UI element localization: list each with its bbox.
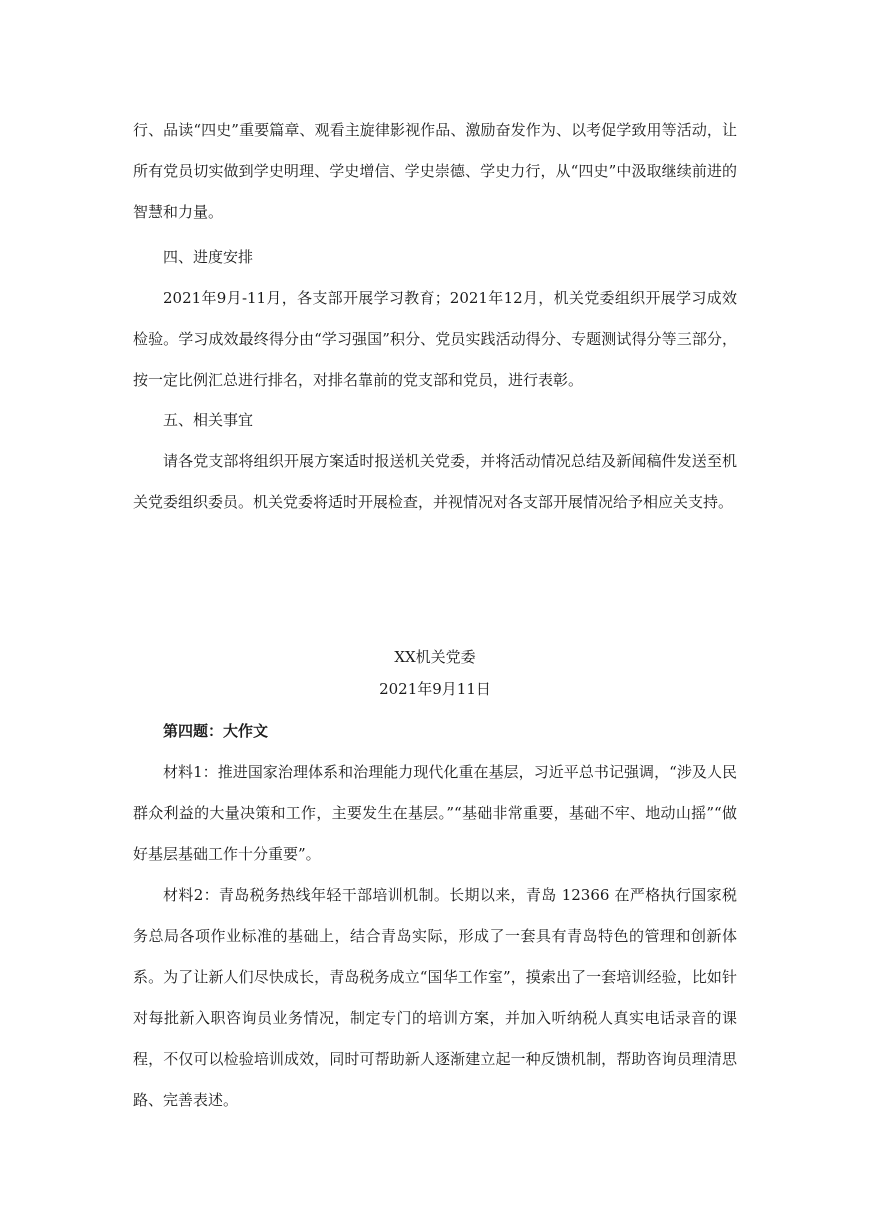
section-heading: 第四题：大作文 — [163, 722, 269, 740]
paragraph-study-activities: 行、品读“四史”重要篇章、观看主旋律影视作品、激励奋发作为、以考促学致用等活动，让所有党员切实做到学史明理、学史增信、学史崇德、学史力行，从“四史”中汲取继续前进的智慧和力量。 — [133, 121, 737, 221]
material-2: 材料2：青岛税务热线年轻干部培训机制。长期以来，青岛 12366 在严格执行国家税务总局各项作业标准的基础上，结合青岛实际，形成了一套具有青岛特色的管理和创新体系。为了让新人们尽快成长，青岛税务成立“国华工作室”，摸索出了一套培训经验，比如针对每批新入职咨询员业务情况，制定专门的培训方案，并加入听纳税人真实电话录音的课程，不仅可以检验培训成效，同时可帮助新人逐渐建立起一种反馈机制，帮助咨询员理清思路、完善表述。 — [133, 886, 737, 1109]
heading-schedule: 四、进度安排 — [163, 248, 254, 266]
signature-date: 2021年9月11日 — [379, 680, 491, 698]
material-1: 材料1：推进国家治理体系和治理能力现代化重在基层，习近平总书记强调，“涉及人民群众利益的大量决策和工作，主要发生在基层。”“基础非常重要，基础不牢、地动山摇”“做好基层基础工作十分重要”。 — [133, 763, 737, 863]
paragraph-related-matters: 请各党支部将组织开展方案适时报送机关党委，并将活动情况总结及新闻稿件发送至机关党委组织委员。机关党委将适时开展检查，并视情况对各支部开展情况给予相应关支持。 — [133, 452, 737, 511]
heading-related-matters: 五、相关事宜 — [163, 411, 254, 429]
signature-organization: XX机关党委 — [394, 648, 476, 666]
paragraph-schedule: 2021年9月-11月，各支部开展学习教育；2021年12月，机关党委组织开展学习成效检验。学习成效最终得分由“学习强国”积分、党员实践活动得分、专题测试得分等三部分，按一定比例汇总进行排名，对排名靠前的党支部和党员，进行表彰。 — [133, 289, 737, 389]
